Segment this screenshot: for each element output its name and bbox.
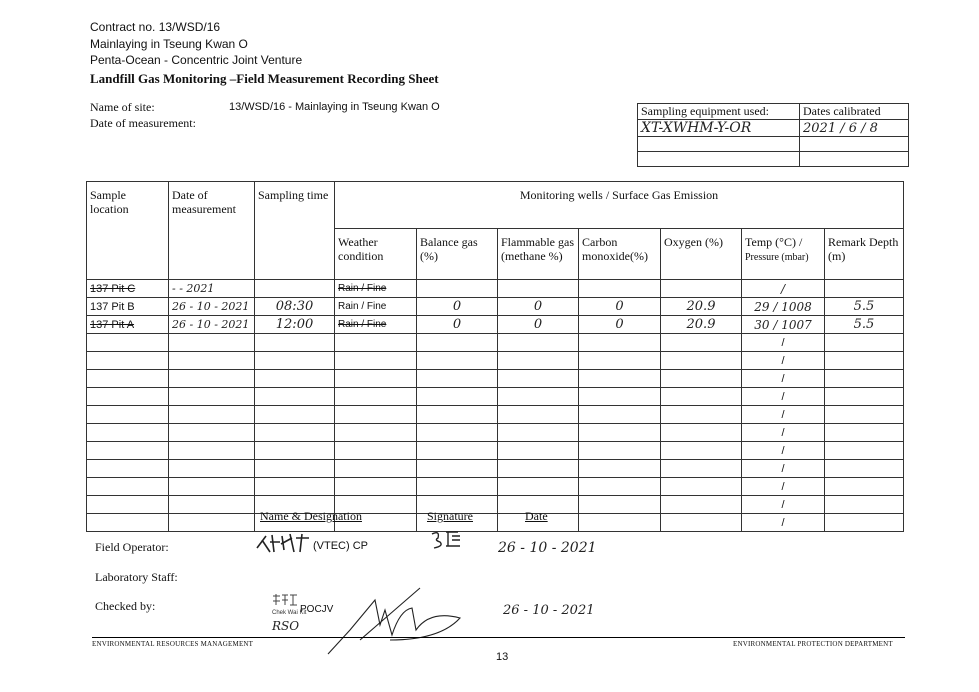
empty-cell (417, 442, 498, 460)
checked-by-org: POCJV (300, 604, 334, 615)
empty-cell (169, 370, 255, 388)
cell-temp-pressure: / (742, 280, 825, 298)
cell-oxygen (661, 280, 742, 298)
cell-remark: 5.5 (825, 316, 904, 334)
checked-by-note: RSO (272, 619, 300, 633)
empty-cell (87, 514, 169, 532)
footer-divider (92, 637, 905, 638)
empty-cell: / (742, 424, 825, 442)
field-operator-handwritten-name (254, 530, 314, 556)
calibration-date-value: 2021 / 6 / 8 (800, 120, 909, 137)
empty-cell (579, 442, 661, 460)
empty-cell: / (742, 370, 825, 388)
field-operator-date: 26 - 10 - 2021 (498, 540, 597, 556)
empty-cell: / (742, 514, 825, 532)
empty-cell (169, 460, 255, 478)
empty-cell (579, 424, 661, 442)
empty-cell (87, 406, 169, 424)
empty-cell (498, 352, 579, 370)
empty-cell (87, 496, 169, 514)
empty-cell: / (742, 442, 825, 460)
site-name-label: Name of site: (90, 100, 155, 114)
empty-cell (661, 370, 742, 388)
empty-cell (825, 442, 904, 460)
empty-cell (417, 334, 498, 352)
empty-cell (169, 514, 255, 532)
cell-oxygen: 20.9 (661, 316, 742, 334)
cell-carbon-monoxide (579, 280, 661, 298)
empty-cell (87, 334, 169, 352)
empty-cell: / (742, 406, 825, 424)
header-carbon-monoxide: Carbon monoxide(%) (579, 229, 661, 280)
empty-cell (661, 424, 742, 442)
empty-cell (661, 334, 742, 352)
cell-balance-gas: 0 (417, 298, 498, 316)
empty-cell (335, 352, 417, 370)
field-operator-signature (430, 528, 462, 550)
sheet-title: Landfill Gas Monitoring –Field Measurement Recording Sheet (90, 71, 439, 86)
empty-cell (169, 496, 255, 514)
empty-cell (498, 442, 579, 460)
empty-cell (255, 370, 335, 388)
equipment-empty-cell (800, 137, 909, 152)
table-row (87, 298, 904, 316)
equipment-value: XT-XWHM-Y-OR (638, 120, 800, 137)
empty-cell (255, 478, 335, 496)
table-row (87, 334, 904, 352)
empty-cell (87, 442, 169, 460)
empty-cell (87, 424, 169, 442)
empty-cell (825, 424, 904, 442)
empty-cell (169, 442, 255, 460)
empty-cell (335, 478, 417, 496)
empty-cell: / (742, 334, 825, 352)
empty-cell (335, 370, 417, 388)
contractor-name: Penta-Ocean - Concentric Joint Venture (90, 53, 303, 67)
empty-cell (169, 406, 255, 424)
empty-cell (255, 334, 335, 352)
table-row (87, 280, 904, 298)
cell-flammable-gas: 0 (498, 316, 579, 334)
empty-cell (498, 460, 579, 478)
page-number: 13 (496, 651, 509, 663)
table-row (87, 514, 904, 532)
empty-cell (87, 370, 169, 388)
cell-carbon-monoxide: 0 (579, 298, 661, 316)
empty-cell (579, 478, 661, 496)
table-row (87, 370, 904, 388)
empty-cell (579, 352, 661, 370)
empty-cell (498, 334, 579, 352)
name-designation-heading: Name & Designation (260, 509, 362, 523)
empty-cell (169, 388, 255, 406)
cell-date: 26 - 10 - 2021 (169, 316, 255, 334)
empty-cell (661, 442, 742, 460)
signature-heading: Signature (427, 509, 473, 523)
empty-cell (417, 406, 498, 424)
empty-cell (661, 514, 742, 532)
cell-balance-gas (417, 280, 498, 298)
header-remark-depth: Remark Depth (m) (825, 229, 904, 280)
empty-cell (335, 334, 417, 352)
cell-flammable-gas: 0 (498, 298, 579, 316)
cell-temp-pressure: 30 / 1007 (742, 316, 825, 334)
cell-location: 137 Pit B (87, 298, 169, 316)
empty-cell (417, 388, 498, 406)
empty-cell (661, 478, 742, 496)
empty-cell (661, 388, 742, 406)
empty-cell (579, 388, 661, 406)
checked-by-signature (320, 580, 470, 660)
empty-cell (825, 388, 904, 406)
lab-staff-label: Laboratory Staff: (95, 570, 178, 584)
empty-cell (825, 406, 904, 424)
empty-cell (661, 406, 742, 424)
empty-cell (498, 406, 579, 424)
empty-cell (417, 460, 498, 478)
empty-cell (417, 370, 498, 388)
header-oxygen: Oxygen (%) (661, 229, 742, 280)
table-row (87, 352, 904, 370)
header-temp-pressure (742, 229, 825, 280)
table-row (87, 496, 904, 514)
equipment-empty-cell (638, 152, 800, 167)
empty-cell (255, 406, 335, 424)
empty-cell (498, 388, 579, 406)
empty-cell (661, 496, 742, 514)
empty-cell (255, 424, 335, 442)
empty-cell (335, 424, 417, 442)
empty-cell (498, 478, 579, 496)
cell-temp-pressure: 29 / 1008 (742, 298, 825, 316)
cell-time (255, 280, 335, 298)
empty-cell (255, 388, 335, 406)
empty-cell (87, 352, 169, 370)
empty-cell (579, 496, 661, 514)
cell-weather: Rain / Fine (335, 298, 417, 316)
cell-weather: Rain / Fine (335, 316, 417, 334)
empty-cell: / (742, 496, 825, 514)
empty-cell (579, 334, 661, 352)
empty-cell (87, 460, 169, 478)
empty-cell (255, 442, 335, 460)
empty-cell: / (742, 478, 825, 496)
empty-cell (825, 370, 904, 388)
table-row (87, 478, 904, 496)
empty-cell (335, 388, 417, 406)
footer-right: ENVIRONMENTAL PROTECTION DEPARTMENT (733, 640, 893, 648)
empty-cell (335, 460, 417, 478)
chop-chinese-name (272, 593, 298, 607)
empty-cell (417, 352, 498, 370)
cell-carbon-monoxide: 0 (579, 316, 661, 334)
empty-cell (255, 352, 335, 370)
header-sample-location: Sample location (87, 182, 169, 280)
empty-cell (169, 352, 255, 370)
cell-time: 08:30 (255, 298, 335, 316)
table-row (87, 316, 904, 334)
empty-cell: / (742, 460, 825, 478)
cell-oxygen: 20.9 (661, 298, 742, 316)
header-monitoring-wells: Monitoring wells / Surface Gas Emission (335, 182, 904, 229)
cell-weather: Rain / Fine (335, 280, 417, 298)
empty-cell (417, 424, 498, 442)
empty-cell (335, 406, 417, 424)
cell-location: 137 Pit C (87, 280, 169, 298)
field-operator-label: Field Operator: (95, 540, 169, 554)
field-operator-company: (VTEC) CP (313, 540, 368, 552)
header-balance-gas: Balance gas (%) (417, 229, 498, 280)
empty-cell (498, 370, 579, 388)
empty-cell (825, 496, 904, 514)
empty-cell (825, 514, 904, 532)
empty-cell (825, 460, 904, 478)
equipment-header: Sampling equipment used: (638, 104, 800, 120)
empty-cell (169, 334, 255, 352)
empty-cell (417, 478, 498, 496)
header-temp: Temp (°C) / (745, 235, 803, 249)
empty-cell (661, 352, 742, 370)
empty-cell (169, 424, 255, 442)
empty-cell (579, 406, 661, 424)
empty-cell (661, 460, 742, 478)
equipment-empty-cell (800, 152, 909, 167)
checked-by-date: 26 - 10 - 2021 (503, 603, 595, 618)
cell-date: 26 - 10 - 2021 (169, 298, 255, 316)
empty-cell (579, 460, 661, 478)
table-row (87, 442, 904, 460)
empty-cell (255, 460, 335, 478)
date-heading: Date (525, 509, 548, 523)
empty-cell (335, 442, 417, 460)
cell-time: 12:00 (255, 316, 335, 334)
empty-cell (825, 352, 904, 370)
header-flammable-gas: Flammable gas (methane %) (498, 229, 579, 280)
table-row (87, 406, 904, 424)
empty-cell (825, 334, 904, 352)
cell-balance-gas: 0 (417, 316, 498, 334)
cell-remark: 5.5 (825, 298, 904, 316)
table-row (87, 388, 904, 406)
footer-left: ENVIRONMENTAL RESOURCES MANAGEMENT (92, 640, 254, 648)
equipment-empty-cell (638, 137, 800, 152)
header-sampling-time: Sampling time (255, 182, 335, 280)
contract-number: Contract no. 13/WSD/16 (90, 20, 221, 34)
monitoring-table (86, 181, 904, 532)
project-name: Mainlaying in Tseung Kwan O (90, 37, 248, 51)
header-weather: Weather condition (335, 229, 417, 280)
empty-cell (87, 388, 169, 406)
empty-cell: / (742, 352, 825, 370)
checked-by-name: Chek Wai Kit (272, 610, 307, 616)
empty-cell (169, 478, 255, 496)
table-body (87, 280, 904, 532)
table-row (87, 424, 904, 442)
empty-cell (498, 424, 579, 442)
checked-by-label: Checked by: (95, 599, 156, 613)
cell-location: 137 Pit A (87, 316, 169, 334)
cell-date: - - 2021 (169, 280, 255, 298)
cell-remark (825, 280, 904, 298)
measurement-date-label: Date of measurement: (90, 116, 196, 130)
dates-calibrated-header: Dates calibrated (800, 104, 909, 120)
cell-flammable-gas (498, 280, 579, 298)
header-pressure: Pressure (mbar) (745, 252, 809, 263)
empty-cell: / (742, 388, 825, 406)
header-date-of-measurement: Date of measurement (169, 182, 255, 280)
empty-cell (579, 514, 661, 532)
empty-cell (87, 478, 169, 496)
site-name-value: 13/WSD/16 - Mainlaying in Tseung Kwan O (229, 101, 440, 113)
table-row (87, 460, 904, 478)
empty-cell (825, 478, 904, 496)
equipment-table (637, 103, 909, 167)
empty-cell (579, 370, 661, 388)
